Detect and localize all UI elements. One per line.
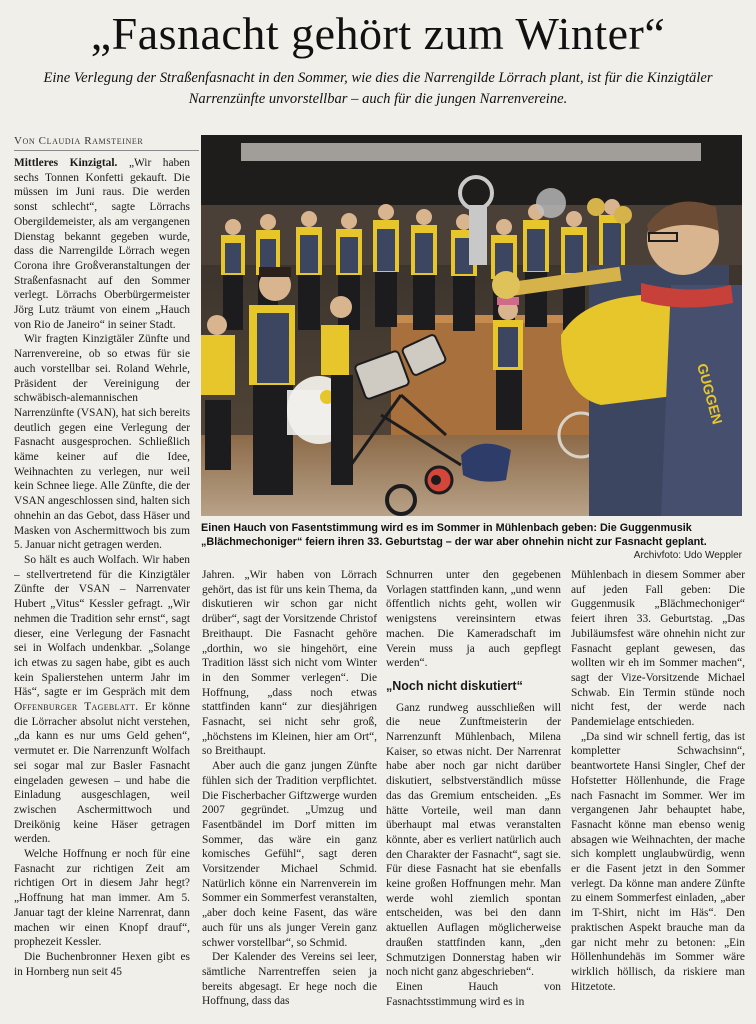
paragraph: „Da sind wir schnell fertig, das ist kompletter Schwachsinn“, beantwortete Hansi Singler, Chef der Hofstetter Höllenhunde, die Frage nach Fasnacht im Sommer. Wer im vergangenen Jahr behauptet habe, Fasnacht könne man ebenso wenig absagen wie Weihnachten, der mache sich komplett unglaubwürdig, wenn er die Fasent jetzt in den Sommer verlegt. Da könne man andere Zünfte zu einem Sommerfest einladen, „aber im T-Shirt, nicht im Häs“. Den praktischen Aspekt brauche man da gar nicht mehr zu betonen: „Ein Höllenhundehäs im Sommer wäre wirklich höllisch, da riskiere man Hitzetote. [571, 730, 745, 993]
paragraph: Einen Hauch von Fasnachtsstimmung wird es in [386, 980, 561, 1008]
headline: „Fasnacht gehört zum Winter“ [90, 8, 666, 59]
paragraph: Aber auch die ganz jungen Zünfte fühlen sich der Tradition verpflichtet. Die Fischerbacher Giftzwerge wurden 2007 gegründet. „Umzug und Fasentbändel im Dorf mitten im Sommer, das wäre ein ganz komisches Gefühl“, sagt deren Vorsitzender Michael Schmid. Natürlich könne ein Narrenverein im Sommer ein Sommerfest veranstalten, „aber doch keine Fasent, das wäre auch für uns als junger Verein ganz schwer vorstellbar“, so Schmid. [202, 760, 377, 949]
article-photo [201, 135, 742, 516]
paragraph: Schnurren unter den gegebenen Vorlagen stattfinden kann, „und wenn öffentlich nichts geht, wollen wir wenigstens vereinsintern etwas machen. Die Kameradschaft im Verein muss ja auch gepflegt werden“. [386, 569, 561, 670]
byline-rule [14, 150, 199, 151]
paragraph: Mühlenbach in diesem Sommer aber auf jeden Fall geben: Die Guggenmusik „Blächmechoniger“ feiert ihren 33. Geburtstag. „Das Jubiläumsfest wäre ohnehin nicht zur Fasnacht geplant gewesen, das wollten wir eh im Sommer machen“, sagt der Vize-Vorsitzende Michael Schwab. Ein Termin stünde noch nicht fest, der werde nach Pandemielage entschieden. [571, 569, 745, 729]
byline: Von Claudia Ramsteiner [14, 135, 144, 147]
paragraph: Welche Hoffnung er noch für eine Fasnacht zur richtigen Zeit am richtigen Ort in diesem Jahr hegt? „Hoffnung hat man immer. Am 5. Januar tagt der kleine Narrenrat, dann machen wir einen Knopf drauf“, prophezeit Kessler. [14, 848, 190, 949]
article-column-3 [386, 568, 561, 1022]
article-column-1 [14, 156, 190, 1022]
paragraph: Wir fragten Kinzigtäler Zünfte und Narrenvereine, ob so etwas für sie auch vorstellbar sei. Roland Wehrle, Präsident der Vereinigung der schwäbisch-alemannischen Narrenzünfte (VSAN), hat sich bereits deutlich gegen eine Verlegung der Fasnacht ausgesprochen. Schließlich käme keiner auf die Idee, Weihnachten zu verlegen, nur weil kein Schnee liege. Alle Zünfte, die der VSAN angeschlossen sind, halten sich ohnehin an das Gebot, dass Häser und Masken von Aschermittwoch bis zum 5. Januar nicht getragen werden. [14, 333, 190, 552]
paragraph: Die Buchenbronner Hexen gibt es in Hornberg nun seit 45 [14, 950, 190, 978]
photo-credit: Archivfoto: Udo Weppler [633, 550, 742, 561]
subheading: „Noch nicht diskutiert“ [386, 678, 523, 693]
newspaper-name: Offenburger Tageblatt [14, 701, 136, 714]
paragraph: So hält es auch Wolfach. Wir haben – stellvertretend für die Kinzigtäler Zünfte der VSAN – Narrenvater Hubert „Vitus“ Kessler gefragt. „Wir nehmen die Tradition sehr ernst“, sagt dieser, eine Verlegung der Fasnacht sei in Wolfach undenkbar. „Solange ich etwas zu sagen habe, gibt es auch kein Spalierstehen unterm Jahr im Häs“, sagte er im Gespräch mit dem Offenburger Tageblatt. Er könne die Lörracher absolut nicht verstehen, „da kann es nur ums Geld gehen“, vermutet er. Die Narrenzunft Wolfach sei sogar mal zur Basler Fasnacht eingeladen gewesen – und habe die Einladung ausgeschlagen, weil zwischen Aschermittwoch und Dreikönig keine Häser getragen werden. [14, 553, 190, 846]
paragraph: Der Kalender des Vereins sei leer, sämtliche Narrentreffen seien ja bereits abgesagt. Er hege noch die Hoffnung, dass das [202, 951, 377, 1008]
article-column-4 [571, 568, 745, 1022]
paragraph: „Wir haben sechs Tonnen Konfetti gekauft. Die müssen im Juni raus. Die werden sonst schlecht“, sagte Lörrachs Obergildemeister, als am vergangenen Dienstag bekannt gegeben wurde, dass die Narrengilde Lörrach wegen Corona ihre Großveranstaltungen der Straßenfasnacht auf den Sommer verlegt. Lörrachs Oberbürgermeister Jörg Lutz träumt von einem „Hauch von Rio de Janeiro“ in seiner Stadt. [14, 157, 190, 331]
jacket-lettering: GUGGEN [694, 361, 726, 426]
paragraph: Ganz rundweg ausschließen will die neue Zunftmeisterin der Narrenzunft Mühlenbach, Milena Kaiser, so etwas nicht. Der Narrenrat habe aber noch gar nicht darüber diskutiert, selbstverständlich müsse das das Gremium entscheiden. „Es hätte Vorteile, weil man dann überhaupt mal etwas veranstalten könnte, aber es verliert natürlich auch den Charakter der Fasnacht“, sagt sie. Für diese Fasnacht hat sie ebenfalls keine großen Hoffnungen mehr. Man werde wohl ziemlich spontan entscheiden, was bei den dann aktuellen Auflagen möglicherweise draußen stattfinden kann, „den Schmutzigen Donnerstag haben wir noch nicht ganz abgeschrieben“. [386, 701, 561, 979]
photo-caption: Einen Hauch von Fasentstimmung wird es im Sommer in Mühlenbach geben: Die Guggenmusik „Blächmechoniger“ feiern ihren 33. Geburtstag – der war aber ohnehin nicht zur Fasnacht geplant. [201, 522, 707, 548]
article-column-2 [202, 568, 377, 1022]
dateline: Mittleres Kinzigtal. [14, 157, 118, 169]
paragraph: Jahren. „Wir haben von Lörrach gehört, das ist für uns kein Thema, da diskutieren wir schon gar nicht drüber“, sagt der Vorsitzende Christof Breithaupt. Die Fasnacht gehöre „dorthin, wo sie hingehört, eine Tradition lässt sich nicht vom Winter in den Sommer verlegen“. Die Hoffnung, „dass noch etwas stattfinden kann“ zur diesjährigen Fasnacht, sei nicht sehr groß, „höchstens im Kleinen, hier am Ort“, so Breithaupt. [202, 569, 377, 758]
deck-subheadline: Eine Verlegung der Straßenfasnacht in den Sommer, wie dies die Narrengilde Lörrach plant, ist für die Kinzigtäler Narrenzünfte unvorstellbar – auch für die jungen Narrenvereine. [43, 70, 713, 107]
